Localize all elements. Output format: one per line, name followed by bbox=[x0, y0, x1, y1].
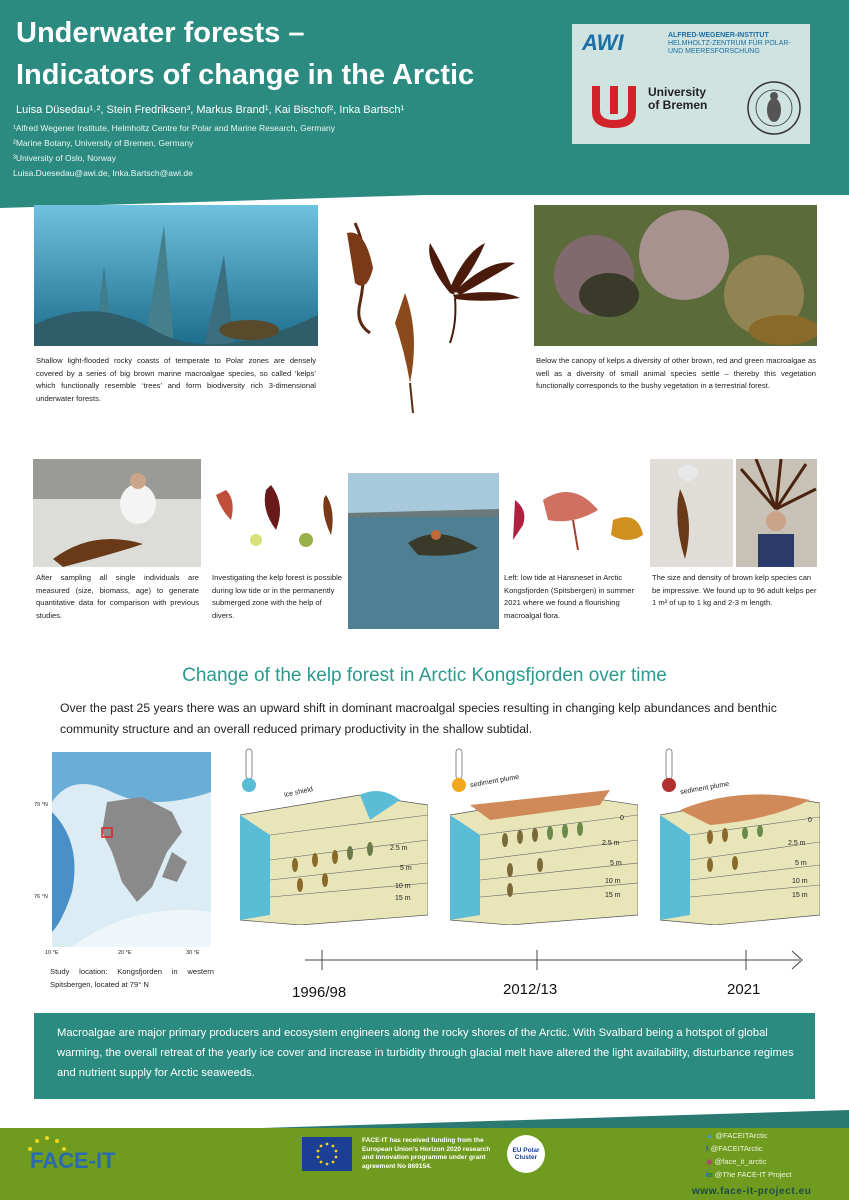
eu-funding-text: FACE-IT has received funding from the European Union’s Horizon 2020 research and innovation programme under grant agreement No 869154. bbox=[362, 1137, 491, 1170]
diagram-1996 bbox=[240, 745, 428, 925]
timeline-arrow bbox=[300, 945, 810, 975]
contact-emails[interactable]: Luisa.Duesedau@awi.de, Inka.Bartsch@awi.de bbox=[13, 168, 193, 178]
twitter-icon: ▲ bbox=[706, 1131, 714, 1140]
diagram3-label: sediment plume bbox=[679, 780, 730, 797]
map-lon-10: 10 °E bbox=[45, 950, 59, 956]
social-linkedin[interactable] bbox=[706, 1170, 791, 1179]
social-instagram[interactable] bbox=[706, 1157, 766, 1166]
diagram2-depth-15: 15 m bbox=[605, 892, 621, 899]
diagram3-depth-2-5: 2.5 m bbox=[788, 840, 806, 847]
bremen-logo-icon bbox=[588, 84, 640, 130]
kelp-density-photo bbox=[736, 459, 817, 567]
caption-underwater-forest: Shallow light-flooded rocky coasts of temperate to Polar zones are densely covered by a series of big brown marine macroalgae species, so called ‘kelps’ which functionally resemble ‘trees’ and form biodiversity rich 3-dimensional underwater forests. bbox=[36, 356, 316, 403]
awi-text-line1: ALFRED-WEGENER-INSTITUT bbox=[668, 32, 769, 39]
facebook-handle: @FACEITArctic bbox=[710, 1144, 763, 1153]
section-title: Change of the kelp forest in Arctic Kongsfjorden over time bbox=[182, 665, 667, 686]
awi-text-line3: UND MEERESFORSCHUNG bbox=[668, 48, 760, 55]
diagram-2012 bbox=[450, 745, 638, 925]
caption-investigating: Investigating the kelp forest is possible during low tide or in the permanently submerged zone with the help of divers. bbox=[212, 573, 343, 620]
map-caption: Study location: Kongsfjorden in western Spitsbergen, located at 79° N bbox=[50, 967, 214, 989]
diagram1-depth-5: 5 m bbox=[400, 865, 412, 872]
awi-logo-text bbox=[668, 32, 791, 56]
year-1996: 1996/98 bbox=[292, 984, 347, 1001]
face-it-logo: FACE-IT bbox=[30, 1148, 116, 1173]
diagram1-depth-2-5: 2.5 m bbox=[390, 845, 408, 852]
linkedin-icon: in bbox=[706, 1170, 713, 1179]
instagram-handle: @face_it_arctic bbox=[714, 1157, 767, 1166]
facebook-icon: f bbox=[706, 1144, 709, 1153]
diagram1-depth-10: 10 m bbox=[395, 883, 411, 890]
awi-text-line2: HELMHOLTZ-ZENTRUM FÜR POLAR- bbox=[668, 40, 791, 47]
algae-samples-photo bbox=[206, 480, 346, 552]
affiliation-2: ²Marine Botany, University of Bremen, Germany bbox=[13, 138, 194, 148]
map-lat-label-top: 79 °N bbox=[34, 802, 48, 808]
caption-canopy: Below the canopy of kelps a diversity of other brown, red and green macroalgae as well as a diversity of small animal species settle – thereby this vegetation functionally corresponds to the bushy vegetation in a terrestrial forest. bbox=[536, 356, 816, 390]
header-wedge bbox=[0, 178, 849, 208]
thermometer-bulb-1996 bbox=[242, 778, 256, 792]
diagram3-depth-5: 5 m bbox=[795, 860, 807, 867]
poster-title-line1: Underwater forests – bbox=[16, 17, 305, 49]
svalbard-map bbox=[52, 752, 211, 947]
bremen-logo-text bbox=[648, 86, 707, 112]
linkedin-handle: @The FACE-IT Project bbox=[714, 1170, 792, 1179]
social-twitter[interactable] bbox=[706, 1131, 768, 1140]
authors: Luisa Düsedau¹˒², Stein Fredriksen³, Markus Brand¹, Kai Bischof², Inka Bartsch¹ bbox=[16, 104, 405, 116]
twitter-handle: @FACEITArctic bbox=[715, 1131, 768, 1140]
diagram2-label: sediment plume bbox=[469, 773, 520, 790]
affiliation-3: ³University of Oslo, Norway bbox=[13, 153, 116, 163]
thermometer-bulb-2012 bbox=[452, 778, 466, 792]
canopy-understory-photo bbox=[534, 205, 817, 346]
underwater-forest-photo bbox=[34, 205, 318, 346]
website-link[interactable]: www.face-it-project.eu bbox=[692, 1186, 812, 1197]
diagram3-depth-0: 0 bbox=[808, 817, 812, 824]
bremen-line2: of Bremen bbox=[648, 98, 708, 112]
awi-logo: AWI bbox=[582, 30, 624, 55]
map-lon-30: 30 °E bbox=[186, 950, 200, 956]
diagram2-depth-2-5: 2.5 m bbox=[602, 840, 620, 847]
diagram1-depth-15: 15 m bbox=[395, 895, 411, 902]
year-2021: 2021 bbox=[727, 981, 761, 998]
diagram3-depth-10: 10 m bbox=[792, 878, 808, 885]
caption-size-density: The size and density of brown kelp species can be impressive. We found up to 96 adult kelps per 1 m² of up to 1 kg and 2-3 m length. bbox=[652, 573, 817, 607]
bremen-line1: University bbox=[648, 85, 707, 99]
social-facebook[interactable] bbox=[706, 1144, 763, 1153]
year-2012: 2012/13 bbox=[503, 981, 558, 998]
kelp-specimens-photo bbox=[325, 213, 525, 413]
lab-sampling-photo bbox=[33, 459, 201, 567]
caption-sampling: After sampling all single individuals are measured (size, biomass, age) to generate quantitative data for comparison with previous studies. bbox=[36, 573, 199, 620]
instagram-icon: ◉ bbox=[706, 1157, 713, 1166]
map-lat-label-bottom: 76 °N bbox=[34, 894, 48, 900]
diagram-2021 bbox=[660, 745, 820, 925]
red-algae-photo bbox=[503, 480, 645, 558]
thermometer-bulb-2021 bbox=[662, 778, 676, 792]
low-tide-hansneset-photo bbox=[348, 473, 499, 629]
conclusion-text: Macroalgae are major primary producers and ecosystem engineers along the rocky shores of the Arctic. With Svalbard being a hotspot of global warming, the overall retreat of the yearly ice cover and increase in turbidity through glacial melt have altered the light availability, disturbance regimes and nutrient supply for Arctic seaweeds. bbox=[57, 1027, 794, 1079]
section-intro: Over the past 25 years there was an upward shift in dominant macroalgal species resulting in changing kelp abundances and benthic community structure and an overall reduced primary productivity in the shallow subtidal. bbox=[60, 701, 777, 736]
diagram3-depth-15: 15 m bbox=[792, 892, 808, 899]
diagram2-depth-10: 10 m bbox=[605, 878, 621, 885]
caption-low-tide: Left: low tide at Hansneset in Arctic Kongsfjorden (Spitsbergen) in summer 2021 where we found a flourishing macroalgal flora. bbox=[504, 573, 634, 620]
oslo-seal-icon bbox=[746, 80, 802, 136]
eu-flag-icon bbox=[302, 1137, 352, 1171]
map-lon-20: 20 °E bbox=[118, 950, 132, 956]
diagram2-depth-5: 5 m bbox=[610, 860, 622, 867]
eu-polar-cluster-text: EU Polar Cluster bbox=[512, 1147, 540, 1161]
diagram1-label: ice shield bbox=[283, 786, 314, 799]
kelp-length-photo bbox=[650, 459, 733, 567]
affiliation-1: ¹Alfred Wegener Institute, Helmholtz Centre for Polar and Marine Research, Germany bbox=[13, 123, 336, 133]
poster-title-line2: Indicators of change in the Arctic bbox=[16, 59, 475, 91]
diagram2-depth-0: 0 bbox=[620, 815, 624, 822]
